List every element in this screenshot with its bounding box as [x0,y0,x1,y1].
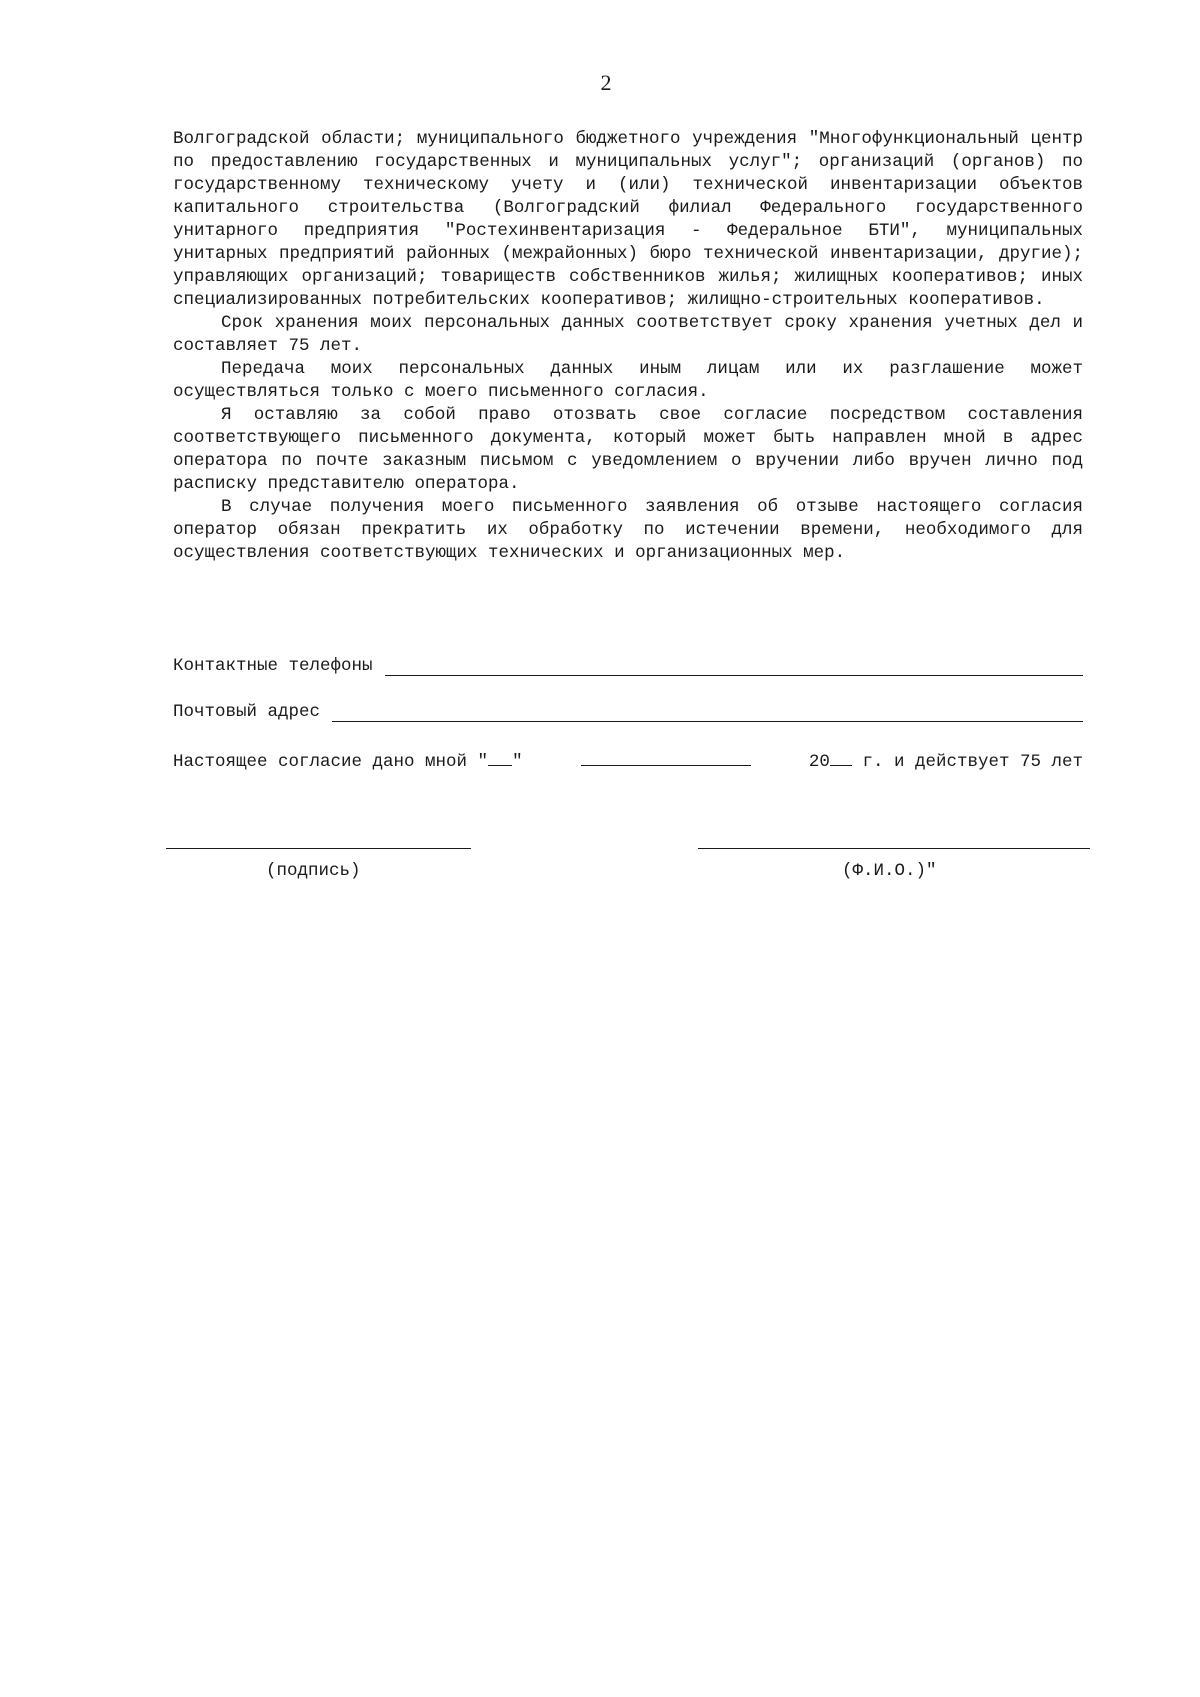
month-field[interactable] [581,748,751,766]
consent-date-row [173,748,1083,774]
full-name-caption: (Ф.И.О.)" [842,861,937,881]
page-number: 2 [600,70,612,95]
postal-address-label: Почтовый адрес [173,702,321,722]
paragraph-transfer: Передача моих персональных данных иным лицам или их разглашение может осуществляться только с моего письменного согласия. [173,359,1083,402]
contact-phones-row [173,655,1083,678]
paragraph-organizations: Волгоградской области; муниципального бюджетного учреждения "Многофункциональный центр по предоставлению государственных и муниципальных услуг"; организаций (органов) по государственному техническому учету и (или) технической инвентаризации объектов капитального строительства (Волгоградский филиал Федерального государственного унитарного предприятия "Ростехинвентаризация - Федеральное БТИ", муниципальных унитарных предприятий районных (межрайонных) бюро технической инвентаризации, другие); управляющих организаций; товариществ собственников жилья; жилищных кооперативов; иных специализированных потребительских кооперативов; жилищно-строительных кооперативов. [173,129,1083,310]
year-prefix: 20 [808,752,830,772]
signature-caption: (подпись) [266,861,361,881]
signature-line[interactable] [166,848,471,849]
consent-date-right [809,748,1083,774]
postal-address-field[interactable] [332,703,1083,722]
consent-suffix: г. и действует 75 лет [862,752,1083,772]
document-body [173,128,1083,565]
full-name-line[interactable] [698,848,1090,849]
paragraph-storage-term: Срок хранения моих персональных данных соответствует сроку хранения учетных дел и составляет 75 лет. [173,313,1083,356]
postal-address-row [173,701,1083,724]
consent-prefix: Настоящее согласие дано мной " [173,752,489,772]
year-field[interactable] [830,748,852,766]
day-field[interactable] [488,748,512,766]
paragraph-revocation-right: Я оставляю за собой право отозвать свое согласие посредством составления соответствующего письменного документа, который может быть направлен мной в адрес оператора по почте заказным письмом с уведомлением о вручении либо вручен лично под расписку представителю оператора. [173,405,1083,494]
consent-date-left [173,748,523,774]
contact-phones-label: Контактные телефоны [173,656,373,676]
consent-quote-close: " [512,752,523,772]
contact-phones-field[interactable] [385,657,1083,676]
paragraph-revocation-processing: В случае получения моего письменного заявления об отзыве настоящего согласия оператор обязан прекратить их обработку по истечении времени, необходимого для осуществления соответствующих технических и организационных мер. [173,497,1083,563]
